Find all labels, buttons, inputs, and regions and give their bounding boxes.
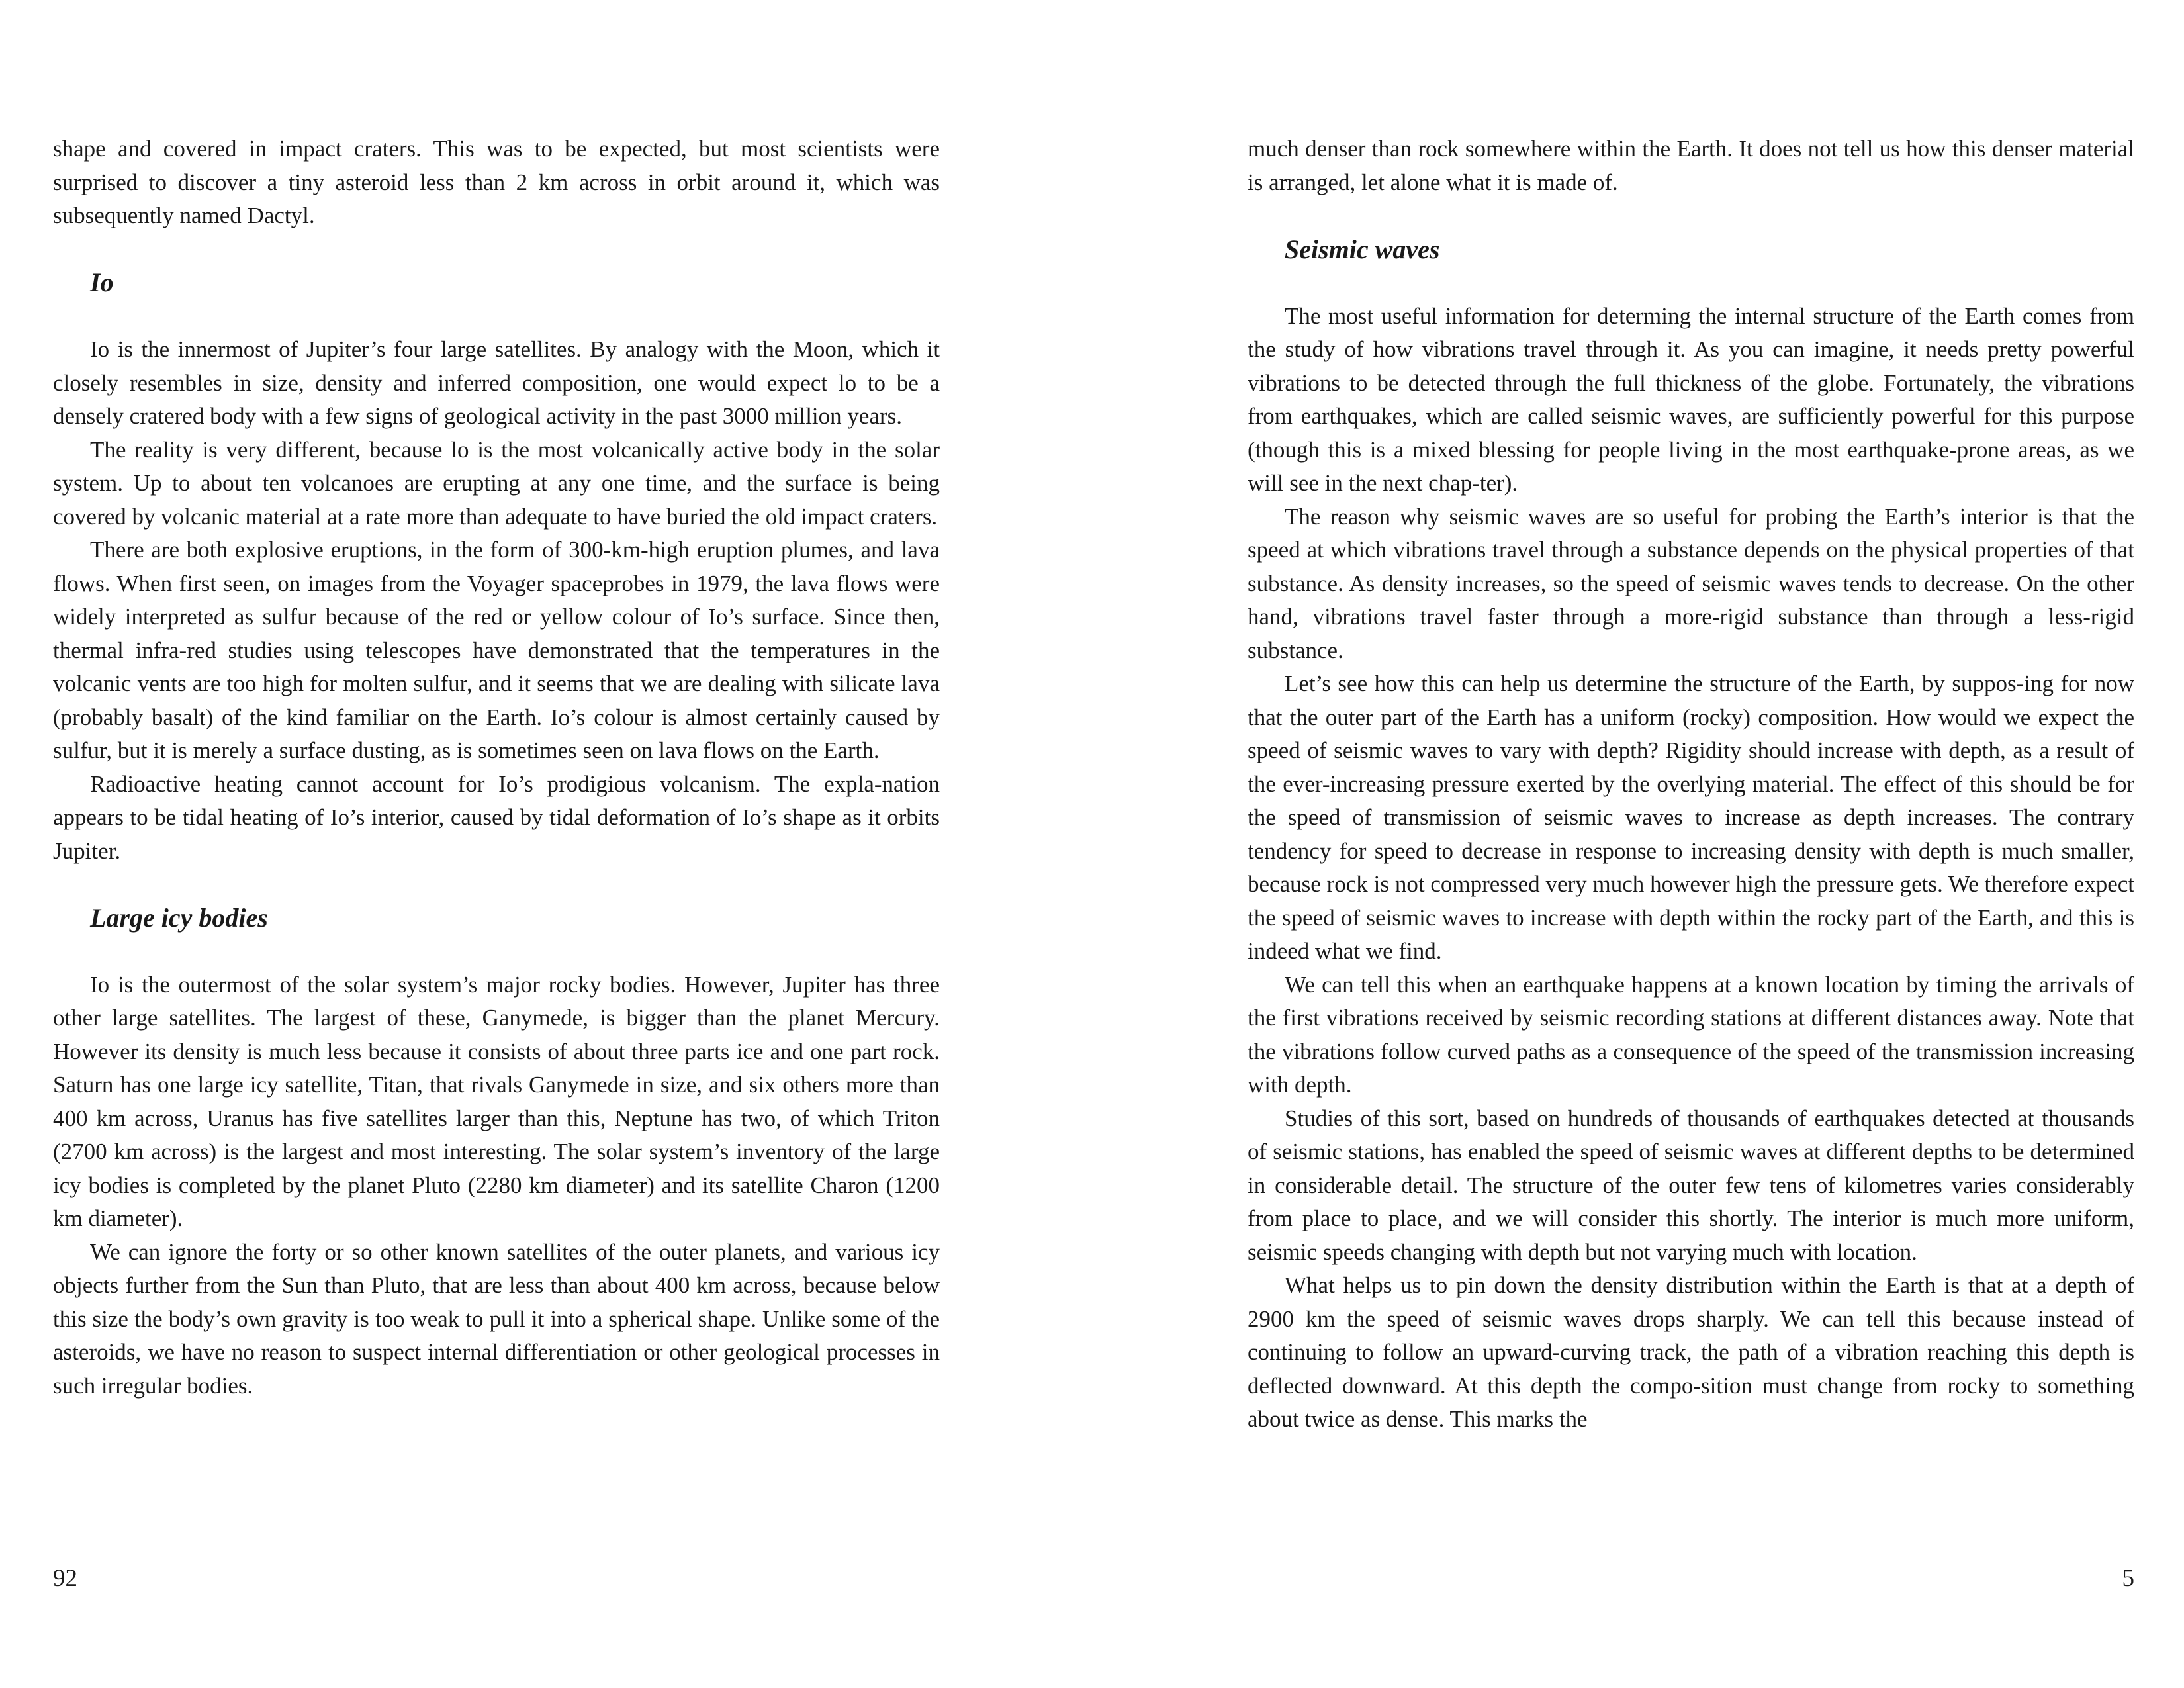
right-paragraph-5: We can tell this when an earthquake happens at a known location by timing the arrivals of the first vibrations received by seismic recording stations at different distances away. Note that the vibrations follow curved paths as a consequence of the speed of the transmission increasing with depth. <box>1248 971 2134 1098</box>
page-number-left: 92 <box>53 1565 77 1592</box>
left-paragraph-6: Io is the outermost of the solar system’s major rocky bodies. However, Jupiter has three other large satellites. The largest of these, Ganymede, is bigger than the planet Mercury. However its density is much less because it consists of about three parts ice and one part rock. Saturn has one large icy satellite, Titan, that rivals Ganymede in size, and six others more than 400 km across, Uranus has five satellites larger than this, Neptune has two, of which Triton (2700 km across) is the largest and most interesting. The solar system’s inventory of the large icy bodies is completed by the planet Pluto (2280 km diameter) and its satellite Charon (1200 km diameter). <box>53 971 940 1231</box>
right-paragraph-6: Studies of this sort, based on hundreds of thousands of earthquakes detected at thousands of seismic stations, has enabled the speed of seismic waves at different depths to be determined in considerable detail. The structure of the outer few tens of kilometres varies considerably from place to place, and we will consider this shortly. The interior is much more uniform, seismic speeds changing with depth but not varying much with location. <box>1248 1105 2134 1265</box>
section-heading-io: Io <box>90 267 114 297</box>
right-page <box>1248 132 2134 1436</box>
left-paragraph-7: We can ignore the forty or so other known satellites of the outer planets, and various icy objects further from the Sun than Pluto, that are less than about 400 km across, because below this size the body’s own gravity is too weak to pull it into a spherical shape. Unlike some of the asteroids, we have no reason to suspect internal differentiation or other geological processes in such irregular bodies. <box>53 1239 940 1399</box>
left-paragraph-1: shape and covered in impact craters. This was to be expected, but most scientists were surprised to discover a tiny asteroid less than 2 km across in orbit around it, which was subsequently named Dactyl. <box>53 136 940 228</box>
right-paragraph-4: Let’s see how this can help us determine the structure of the Earth, by suppos-ing for now that the outer part of the Earth has a uniform (rocky) composition. How would we expect the speed of seismic waves to vary with depth? Rigidity should increase with depth, as a result of the ever-increasing pressure exerted by the overlying material. The effect of this should be for the speed of transmission of seismic waves to increase as depth increases. The contrary tendency for speed to decrease in response to increasing density with depth is much smaller, because rock is not compressed very much however high the pressure gets. We therefore expect the speed of seismic waves to increase with depth within the rocky part of the Earth, and this is indeed what we find. <box>1248 671 2134 964</box>
section-heading-seismic-waves: Seismic waves <box>1285 234 1440 264</box>
left-paragraph-5: Radioactive heating cannot account for Io’s prodigious volcanism. The expla-nation appears to be tidal heating of Io’s interior, caused by tidal deformation of Io’s shape as it orbits Jupiter. <box>53 771 940 864</box>
page-number-right: 5 <box>2122 1565 2134 1592</box>
section-heading-large-icy-bodies: Large icy bodies <box>90 902 268 933</box>
left-paragraph-3: The reality is very different, because lo is the most volcanically active body in the solar system. Up to about ten volcanoes are erupting at any one time, and the surface is being covered by volcanic material at a rate more than adequate to have buried the old impact craters. <box>53 436 940 530</box>
left-paragraph-2: Io is the innermost of Jupiter’s four large satellites. By analogy with the Moon, which it closely resembles in size, density and inferred composition, one would expect lo to be a densely cratered body with a few signs of geological activity in the past 3000 million years. <box>53 336 940 429</box>
left-page <box>53 132 940 1403</box>
right-paragraph-1: much denser than rock somewhere within the Earth. It does not tell us how this denser material is arranged, let alone what it is made of. <box>1248 136 2134 195</box>
right-paragraph-7: What helps us to pin down the density distribution within the Earth is that at a depth of 2900 km the speed of seismic waves drops sharply. We can tell this because instead of continuing to follow an upward-curving track, the path of a vibration reaching this depth is deflected downward. At this depth the compo-sition must change from rocky to something about twice as dense. This marks the <box>1248 1272 2134 1432</box>
right-paragraph-3: The reason why seismic waves are so useful for probing the Earth’s interior is that the speed at which vibrations travel through a substance depends on the physical properties of that substance. As density increases, so the speed of seismic waves tends to decrease. On the other hand, vibrations travel faster through a more-rigid substance than through a less-rigid substance. <box>1248 503 2134 663</box>
left-paragraph-4: There are both explosive eruptions, in the form of 300-km-high eruption plumes, and lava flows. When first seen, on images from the Voyager spaceprobes in 1979, the lava flows were widely interpreted as sulfur because of the red or yellow colour of Io’s surface. Since then, thermal infra-red studies using telescopes have demonstrated that the temperatures in the volcanic vents are too high for molten sulfur, and it seems that we are dealing with silicate lava (probably basalt) of the kind familiar on the Earth. Io’s colour is almost certainly caused by sulfur, but it is merely a surface dusting, as is sometimes seen on lava flows on the Earth. <box>53 537 940 763</box>
right-paragraph-2: The most useful information for determing the internal structure of the Earth comes from the study of how vibrations travel through it. As you can imagine, it needs pretty powerful vibrations to be detected through the full thickness of the globe. Fortunately, the vibrations from earthquakes, which are called seismic waves, are sufficiently powerful for this purpose (though this is a mixed blessing for people living in the most earthquake-prone areas, as we will see in the next chap-ter). <box>1248 303 2134 496</box>
